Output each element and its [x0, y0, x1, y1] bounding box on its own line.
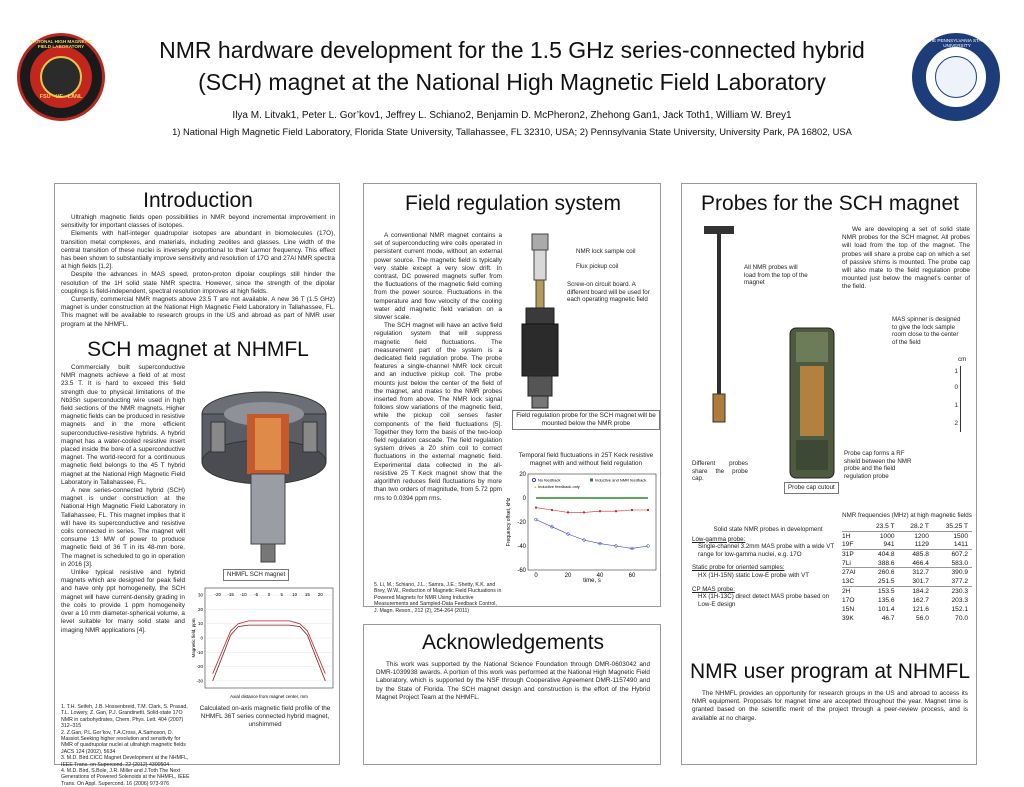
fluct-chart-title: Temporal field fluctuations in 25T Keck resistive magnet with and without field regulation — [518, 452, 654, 467]
fl-xtick: 40 — [596, 573, 604, 579]
affiliations: 1) National High Magnetic Field Laboratory, Florida State University, Tallahassee, FL 32310, USA; 2) Pennsylvania State University, University Park, PA 16802, USA — [172, 126, 852, 137]
probes-heading: Probes for the SCH magnet — [701, 192, 959, 215]
svg-text:+: + — [534, 484, 537, 490]
fl-point — [631, 509, 633, 511]
probes-panel — [681, 183, 977, 765]
label-share-cap: Different probes share the probe cap. — [692, 460, 748, 483]
label-load-top: All NMR probes will load from the top of the magnet — [744, 264, 808, 287]
nmr-frequency-table: 23.5 T 28.2 T 35.25 T 1H 1000 1200 1500 19F 941 1129 1411 31P 404.8 485.8 607.2 7Li 388.6 466.4 583.0 27Al 260.6 312.7 390.9 13C 251.5 301.7 377.2 2H 153.5 184.2 230.3 17O 135.6 162.7 203.3 15N 101.4 121.6 152.1 39K 46.7 56.0 70.0 — [842, 522, 972, 623]
fp-xlabel: Axial distance from magnet center, mm — [230, 694, 308, 699]
legend-no-feedback: No feedback — [538, 477, 561, 483]
fl-point — [599, 510, 601, 512]
sch-magnet-drawing — [191, 374, 337, 564]
probe-drawing — [696, 224, 746, 424]
fl-ytick: 20 — [519, 472, 526, 478]
fp-ylabel: Magnetic field, ppm — [191, 618, 196, 658]
legend-inductive: Inductive feedback only — [538, 483, 580, 489]
field-profile-chart — [191, 584, 337, 702]
label-cap-cutout: Probe cap cutout — [784, 482, 839, 494]
fluctuation-chart — [504, 472, 660, 592]
field-reference: 5. Li, M.; Schiano, J.L.; Samra, J.E.; Shetty, K.K. and Brey, W.W., Reduction of Magnetic Field Fluctuations in Powered Magnets for NMR Using Inductive Measurements and Sampled-Data Feedback Control, J. Magn. Reson., 212 (2), 254-264 (2011) — [374, 582, 502, 614]
fp-xtick: -5 — [254, 592, 259, 597]
fl-point — [551, 509, 553, 511]
regulation-probe-drawing — [510, 232, 570, 412]
fp-ytick: 10 — [197, 621, 203, 627]
scale-tick-0: 0 — [954, 384, 958, 391]
penn-state-logo: THE PENNSYLVANIA STATE UNIVERSITY 1855 — [912, 33, 1000, 121]
user-program-heading: NMR user program at NHMFL — [689, 660, 971, 683]
sch-heading: SCH magnet at NHMFL — [87, 338, 309, 361]
fp-ytick: -10 — [196, 649, 203, 655]
label-rf-shield: Probe cap forms a RF shield between the NMR probe and the field regulation probe — [844, 450, 912, 480]
fl-point — [535, 507, 537, 509]
ack-panel — [363, 624, 661, 765]
field-regulation-panel — [363, 183, 661, 614]
fl-point — [647, 509, 649, 511]
field-profile-caption: Calculated on-axis magnetic field profile of the NHMFL 36T series connected hybrid magnet, unshimmed — [199, 705, 331, 728]
ack-text: This work was supported by the National Science Foundation through DMR-0603042 and DMR-1039938 awards. A portion of this work was performed at the National High Magnetic Field Laboratory, which is supported by the NSF through Cooperative Agreement DMR-1157490 and by the State of Florida. The SCH magnet design and construction is the effort of the Hybrid Magnet Project Team at the NHMFL. — [376, 661, 650, 701]
field-heading: Field regulation system — [405, 192, 621, 215]
scale-bar — [960, 366, 970, 432]
fl-ytick: -60 — [517, 568, 526, 574]
scale-unit: cm — [958, 356, 967, 363]
fp-xtick: -20 — [214, 592, 222, 597]
label-lock-coil: NMR lock sample coil — [576, 248, 636, 255]
fl-point — [583, 511, 585, 513]
fl-point — [567, 511, 569, 513]
probe-cap-drawing — [782, 322, 842, 482]
legend-both-feedback: Inductive and NMR feedback — [595, 477, 647, 483]
fp-xtick: 10 — [292, 592, 298, 597]
scale-tick-1: 1 — [954, 368, 958, 375]
probe-caption: Field regulation probe for the SCH magnet will be mounted below the NMR probe — [512, 410, 660, 430]
label-circuit-board: Screw-on circuit board. A different board will be used for each operating magnetic field — [567, 281, 650, 304]
fp-ytick: -30 — [196, 678, 203, 684]
fl-ytick: -40 — [517, 544, 526, 550]
fl-xlabel: time, s — [583, 578, 601, 584]
scale-tick-1b: 1 — [954, 402, 958, 409]
fl-point — [615, 510, 617, 512]
magnet-label: NHMFL SCH magnet — [223, 569, 289, 581]
sch-references: 1. T.H. Seifeh, J.B. Hossenbreid, T.M. Clark, S. Prasad, T.L. Lowery, Z. Gan, P.J. Grandinetti. Solid-state 17O NMR in carbohydrates, Chem. Phys. Lett. 404 (2007) 312–315 2. Z.Gan, P.L.Gor’kov, T.A.Cross, A.Samoson, D. Massiot.Seeking higher resolution and sensitivity for NMR of quadrupolar nuclei at ultrahigh magnetic fields JACS 124 (2002), 5634 3. M.D. Bird.CICC Magnet Development at the NHMFL, IEEE Trans. on Supercond. 22 (2012) 4300504 4. M.D. Bird, S.Bole, J.R. Miller and J.Toth The Next Generations of Powered Solenoids at the NHMFL, IEEE Trans. On Appl. Supercond. 16 (2006) 973-976 — [61, 704, 190, 787]
fp-ytick: 0 — [200, 635, 203, 641]
table-title: NMR frequencies (MHz) at high magnetic fields — [842, 512, 972, 519]
fl-xtick: 0 — [534, 573, 538, 579]
fp-ytick: 30 — [197, 592, 203, 598]
poster-title: NMR hardware development for the 1.5 GHz series-connected hybrid (SCH) magnet at the National High Magnetic Field Laboratory — [159, 37, 865, 95]
field-text: A conventional NMR magnet contains a set of superconducting wire coils operated in persistent current mode, without an external power source. The magnetic field is typically very stable except a very slow drift. In contrast, DC powered magnets suffer from the fluctuations of the magnetic field coming from the power source. Fluctuations in the temperature and flow velocity of the cooling water add magnetic field variation on a slower scale. The SCH magnet will have an active field regulation system that will suppress magnetic field fluctuations. The measurement part of the system is a dedicated field regulation probe. The probe features a single-channel NMR lock circuit and an inductive pickup coil. The probe mounts just below the center of the field of the magnet, and mates to the NMR probes inserted from above. The NMR lock signal follows slow variations of the magnetic field, while the pickup coil senses faster components of the field fluctuations [5]. Together they form the basis of the two-loop field regulation cascade. The field regulation system drives a Z0 shim coil to correct fluctuations in the external magnetic field. Experimental data collected in the all-resistive 25 T Keck magnet show that the algorithm reduces field fluctuations by more than two orders of magnitude, from 5.72 ppm rms to 0.0394 ppm rms. — [374, 232, 502, 502]
scale-tick-2: 2 — [954, 420, 958, 427]
fp-xtick: 15 — [304, 592, 310, 597]
authors: Ilya M. Litvak1, Peter L. Gor’kov1, Jeffrey L. Schiano2, Benjamin D. McPheron2, Zhehong Gan1, Jack Toth1, William W. Brey1 — [232, 110, 792, 121]
probes-text: We are developing a set of solid state NMR probes for the SCH magnet. All probes will load from the top of the magnet. The probes will share a probe cap on which a set of passive shims is mounted. The probe cap will also mate to the field regulation probe mounted just below the magnet’s center of the field. — [842, 226, 970, 291]
intro-text: Ultrahigh magnetic fields open possibilities in NMR beyond incremental improvement in sensitivity for important classes of isotopes. Elements with half-integer quadrupolar isotopes are abundant in biomolecules (17O), transition metal complexes, and materials, including zeolites and glasses. Line width of the central transition of these nuclei is inversely proportional to their Larmor frequency. This effect has been shown to substantially improve sensitivity and resolution of 17O and 27Al NMR spectra at high fields [1,2]. Despite the advances in MAS speed, proton-proton dipolar couplings still hinder the resolution of the 1H solid state NMR spectra. However, since the strength of the dipolar couplings is field-independent, spectral resolution improves at high fields. Currently, commercial NMR magnets above 23.5 T are not available. A new 36 T (1.5 GHz) magnet is under construction at the National High Magnetic Field Laboratory in Tallahassee, FL. This magnet will be available to research groups in the US and abroad as part of NMR user program at the NHMFL. — [61, 214, 335, 328]
fp-xtick: 20 — [317, 592, 323, 597]
nhmfl-logo: NATIONAL HIGH MAGNETIC FIELD LABORATORY FSU · UF · LANL — [17, 33, 105, 121]
fl-xtick: 20 — [564, 573, 572, 579]
intro-heading: Introduction — [143, 189, 253, 212]
fl-ylabel: Frequency offset, kHz — [506, 497, 512, 547]
fp-ytick: 20 — [197, 606, 203, 612]
fl-xtick: 60 — [628, 573, 636, 579]
fl-ytick: -20 — [517, 520, 526, 526]
probes-dev-list: Solid state NMR probes in development Low-gamma probe: Single-channel 3.2mm MAS probe with a wide VT range for low-gamma nuclei, e.g. 17O Static probe for oriented samples: HX (1H-15N) static Low-E probe with VT CP MAS probe: HX (1H-13C) direct detect MAS probe based on Low-E design — [692, 526, 835, 608]
label-pickup-coil: Flux pickup coil — [576, 263, 619, 270]
ack-heading: Acknowledgements — [421, 631, 605, 654]
user-program-text: The NHMFL provides an opportunity for research groups in the US and abroad to access its NMR equipment. Proposals for magnet time are accepted throughout the year. Magnet time is granted based on the scientific merit of the project through a peer-review process, and is available at no charge. — [692, 690, 968, 722]
fp-xtick: -15 — [227, 592, 234, 597]
intro-panel — [54, 183, 340, 787]
sch-text: Commercially built superconductive NMR magnets achieve a field of at most 23.5 T. It is hard to exceed this field strength due to physical limitations of the Nb3Sn superconducting wire used in high field sections of the NMR magnets. Higher magnetic fields can be produced in resistive magnets and in the more efficient superconductive-resistive hybrids. A hybrid magnet has a water-cooled resistive insert placed inside the bore of a superconductive magnet. The world-record for a continuous magnetic field belongs to the 45 T hybrid magnet at the National High Magnetic Field Laboratory in Tallahassee, FL. A new series-connected hybrid (SCH) magnet is under construction at the National High Magnetic Field Laboratory in Tallahassee, FL. This magnet implies that it will have its superconductive and resistive coils connected in series. The magnet will consume 13 MW of power to produce magnetic field of 36 T in its 48-mm bore. The magnet is scheduled to go in operation in 2016 [3]. Unlike typical resistive and hybrid magnets which are designed for peak field and have only ppt homogeneity, the SCH magnet will have current-density grading in the coils to provide 1 ppm homogeneity over a 10 mm diameter-spherical volume, a level suitable for many solid state and imaging NMR applications [4]. — [61, 364, 185, 634]
fp-xtick: 5 — [280, 592, 284, 597]
fp-xtick: -10 — [240, 592, 247, 597]
fp-xtick: 0 — [267, 592, 271, 597]
fp-ytick: -20 — [196, 664, 203, 670]
fl-ytick: 0 — [522, 496, 526, 502]
label-mas-spinner: MAS spinner is designed to give the lock sample room close to the center of the field — [892, 316, 961, 346]
